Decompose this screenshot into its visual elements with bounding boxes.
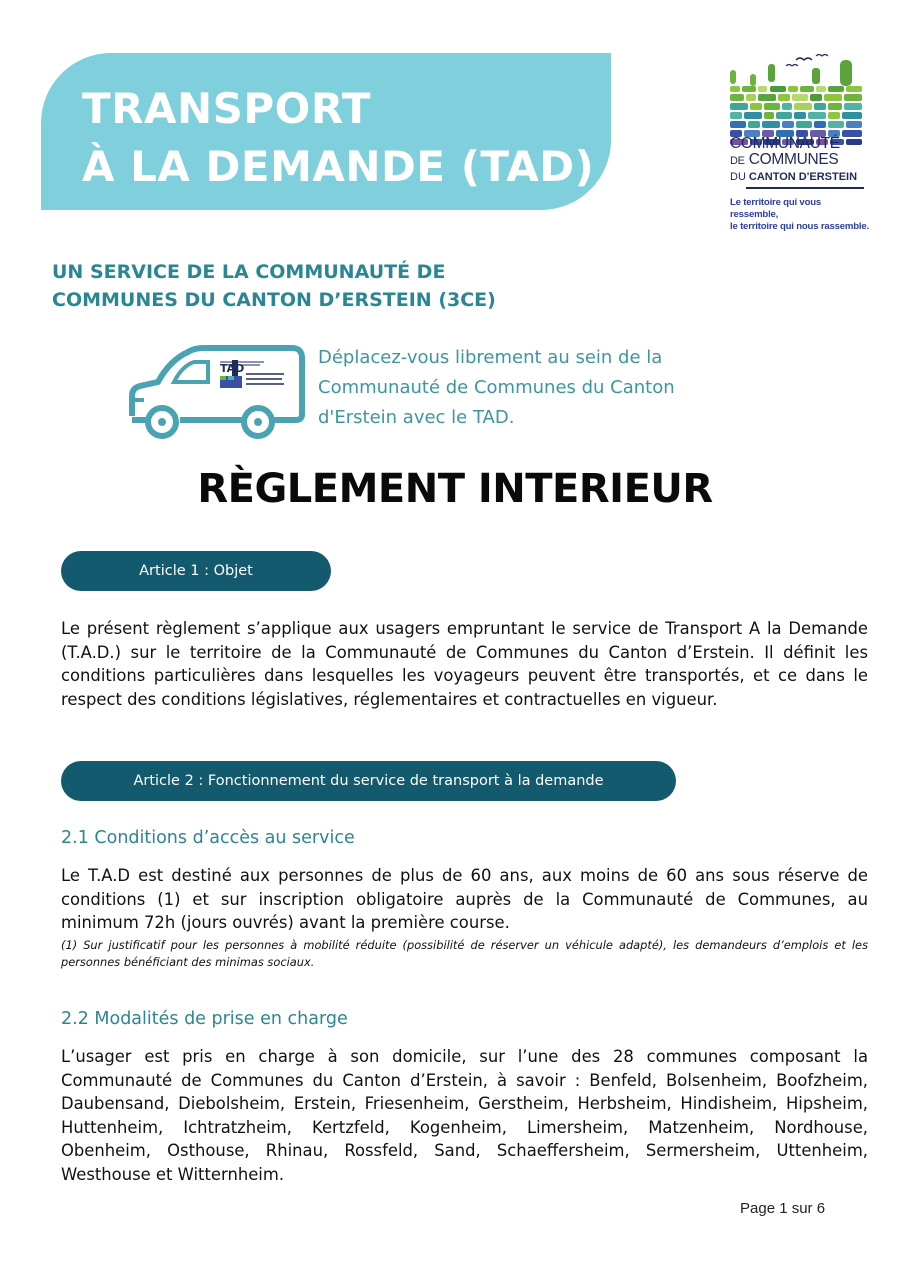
section-2-2-body: L’usager est pris en charge à son domicile, sur l’une des 28 communes composant la Communauté de Communes du Canton d’Erstein, à savoir : Benfeld, Bolsenheim, Boofzheim, Daubensand, Diebolsheim, Erstein, Friesenheim, Gerstheim, Herbsheim, Hindisheim, Hipsheim, Huttenheim, Ichtratzheim, Kertzfeld, Kogenheim, Limersheim, Matzenheim, Nordhouse, Obenheim, Osthouse, Rhinau, Rossfeld, Sand, Schaeffersheim, Sermersheim, Uttenheim, Westhouse et Witternheim. bbox=[61, 1047, 868, 1184]
logo-word-communes: COMMUNES bbox=[748, 151, 839, 168]
logo-wordmark bbox=[730, 136, 870, 185]
logo-tagline-line-1: Le territoire qui vous ressemble, bbox=[730, 197, 822, 220]
main-title: RÈGLEMENT INTERIEUR bbox=[197, 466, 713, 512]
logo-tagline-line-2: le territoire qui nous rassemble. bbox=[730, 221, 869, 232]
article-1-body: Le présent règlement s’applique aux usagers empruntant le service de Transport A la Demande (T.A.D.) sur le territoire de la Communauté de Communes du Canton d’Erstein. Il définit les conditions particulières dans lesquelles les voyageurs peuvent être transportés, et ce dans le respect des conditions législatives, réglementaires et contractuelles en vigueur. bbox=[61, 619, 868, 709]
van-badge-tad: TAD bbox=[220, 362, 245, 375]
logo-word-canton: CANTON D'ERSTEIN bbox=[748, 171, 858, 183]
intro-line-3: d'Erstein avec le TAD. bbox=[318, 407, 515, 428]
page-number: Page 1 sur 6 bbox=[740, 1200, 826, 1217]
service-subtitle bbox=[52, 258, 652, 314]
logo-line-communes bbox=[730, 152, 870, 169]
document-title bbox=[82, 80, 594, 196]
section-2-2-title: 2.2 Modalités de prise en charge bbox=[61, 1009, 348, 1029]
logo-word-du: DU bbox=[730, 171, 746, 183]
intro-line-2: Communauté de Communes du Canton bbox=[318, 377, 675, 398]
title-line-2: À LA DEMANDE (TAD) bbox=[82, 142, 595, 191]
logo-line-canton bbox=[730, 169, 870, 185]
van-illustration bbox=[124, 344, 306, 442]
intro-line-1: Déplacez-vous librement au sein de la bbox=[318, 347, 663, 368]
logo-tagline bbox=[730, 197, 870, 233]
subtitle-line-2: COMMUNES DU CANTON D’ERSTEIN (3CE) bbox=[52, 289, 496, 311]
article-1-heading: Article 1 : Objet bbox=[61, 551, 331, 591]
section-2-1-title: 2.1 Conditions d’accès au service bbox=[61, 828, 355, 848]
title-line-1: TRANSPORT bbox=[82, 84, 371, 133]
logo-line-communaute: COMMUNAUTÉ bbox=[730, 135, 840, 152]
article-2-heading: Article 2 : Fonctionnement du service de transport à la demande bbox=[61, 761, 676, 801]
logo-divider bbox=[746, 187, 864, 189]
section-2-1-body: Le T.A.D est destiné aux personnes de plus de 60 ans, aux moins de 60 ans sous réserve de conditions (1) et sur inscription obligatoire auprès de la Communauté de Communes, au minimum 72h (jours ouvrés) avant la première course. bbox=[61, 866, 868, 933]
logo-word-de: DE bbox=[730, 155, 745, 167]
subtitle-line-1: UN SERVICE DE LA COMMUNAUTÉ DE bbox=[52, 261, 446, 283]
tad-intro bbox=[318, 343, 778, 433]
section-2-1-footnote: (1) Sur justificatif pour les personnes à mobilité réduite (possibilité de réserver un véhicule adapté), les demandeurs d’emplois et les personnes bénéficiant des minimas sociaux. bbox=[61, 938, 868, 969]
